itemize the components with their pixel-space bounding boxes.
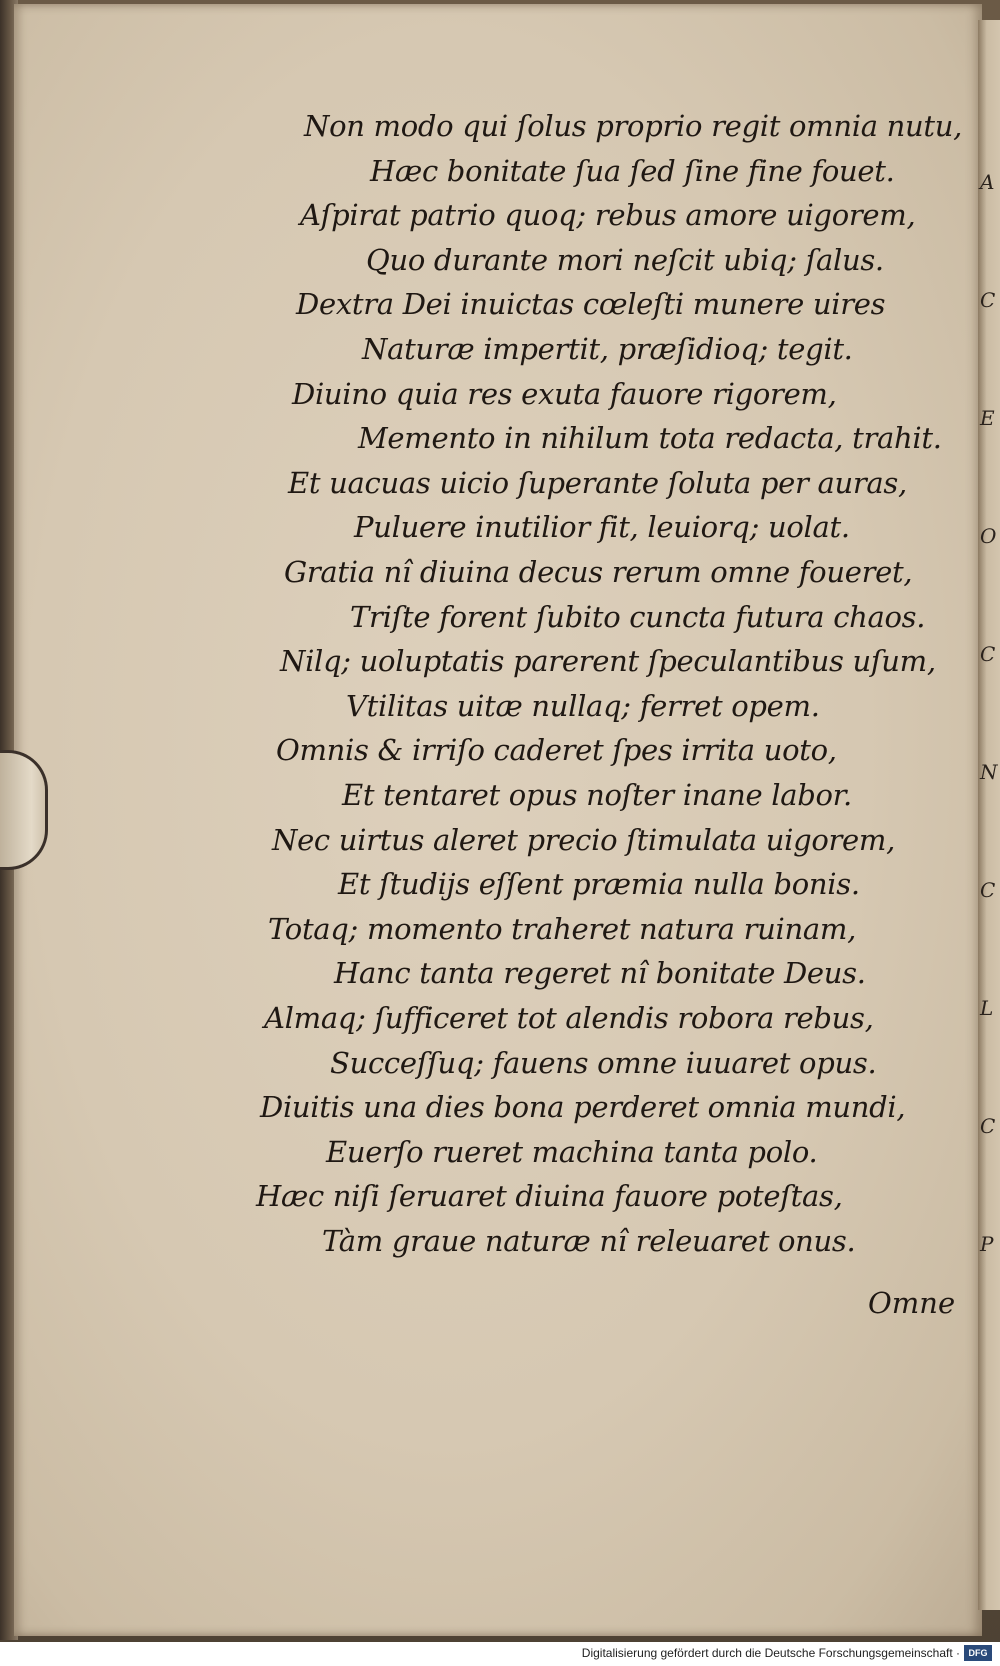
verse-line: Dextra Dei inuictas cœleſti munere uires bbox=[296, 287, 886, 322]
verse-line: Diuitis una dies bona perderet omnia mundi, bbox=[260, 1090, 906, 1125]
next-page-fragment: N bbox=[980, 760, 998, 784]
funding-note: Digitalisierung gefördert durch die Deutsche Forschungsgemeinschaft · bbox=[581, 1646, 960, 1660]
footer-bar bbox=[0, 1642, 1000, 1666]
verse-line: Nilq; uoluptatis parerent ſpeculantibus uſum, bbox=[280, 644, 936, 679]
dfg-logo-icon: DFG bbox=[964, 1645, 992, 1661]
verse-line: Euerſo rueret machina tanta polo. bbox=[326, 1134, 818, 1169]
verse-line: Diuino quia res exuta fauore rigorem, bbox=[292, 376, 837, 411]
verse-line: Hæc niſi ſeruaret diuina fauore poteſtas, bbox=[256, 1179, 843, 1214]
page-clip bbox=[0, 750, 48, 870]
verse-line: Nec uirtus aleret precio ſtimulata uigorem, bbox=[272, 822, 896, 857]
verse-line: Puluere inutilior fit, leuiorq; uolat. bbox=[354, 510, 850, 545]
verse-line: Tàm graue naturæ nî releuaret onus. bbox=[322, 1224, 856, 1258]
next-page-fragment: L bbox=[980, 996, 994, 1020]
catchword: Omne bbox=[868, 1286, 956, 1320]
verse-line: Triſte forent ſubito cuncta futura chaos. bbox=[350, 599, 926, 634]
next-page-fragment: A bbox=[980, 170, 995, 194]
verse-line: Et tentaret opus noſter inane labor. bbox=[342, 778, 852, 812]
next-page-fragment: C bbox=[980, 878, 996, 902]
verse-line: Vtilitas uitæ nullaq; ferret opem. bbox=[346, 688, 820, 723]
verse-line: Hanc tanta regeret nî bonitate Deus. bbox=[334, 956, 866, 991]
verse-line: Naturæ impertit, præſidioq; tegit. bbox=[362, 332, 853, 366]
next-page-edge bbox=[978, 20, 1000, 1610]
verse-line: Gratia nî diuina decus rerum omne foueret, bbox=[284, 555, 913, 589]
verse-line: Et uacuas uicio ſuperante ſoluta per auras, bbox=[288, 465, 907, 500]
verse-line: Quo durante mori neſcit ubiq; ſalus. bbox=[366, 242, 884, 277]
verse-line: Omnis & irriſo caderet ſpes irrita uoto, bbox=[276, 733, 837, 768]
next-page-fragment: C bbox=[980, 642, 996, 666]
next-page-fragment: P bbox=[980, 1232, 994, 1256]
verse-line: Aſpirat patrio quoq; rebus amore uigorem, bbox=[300, 198, 916, 233]
next-page-fragment: C bbox=[980, 288, 996, 312]
next-page-fragment: E bbox=[980, 406, 995, 430]
verse-line: Hæc bonitate ſua ſed ſine fine fouet. bbox=[370, 153, 895, 188]
next-page-fragment: C bbox=[980, 1114, 996, 1138]
verse-line: Almaq; ſufficeret tot alendis robora rebus, bbox=[264, 1001, 874, 1035]
verse-line: Non modo qui ſolus proprio regit omnia nutu, bbox=[304, 109, 963, 143]
verse-line: Memento in nihilum tota redacta, trahit. bbox=[358, 421, 942, 456]
verse-line: Succeſſuq; fauens omne iuuaret opus. bbox=[330, 1045, 877, 1080]
next-page-fragment: O bbox=[980, 524, 997, 548]
verse-line: Et ſtudijs eſſent præmia nulla bonis. bbox=[338, 867, 860, 902]
verse-line: Totaq; momento traheret natura ruinam, bbox=[268, 911, 856, 946]
